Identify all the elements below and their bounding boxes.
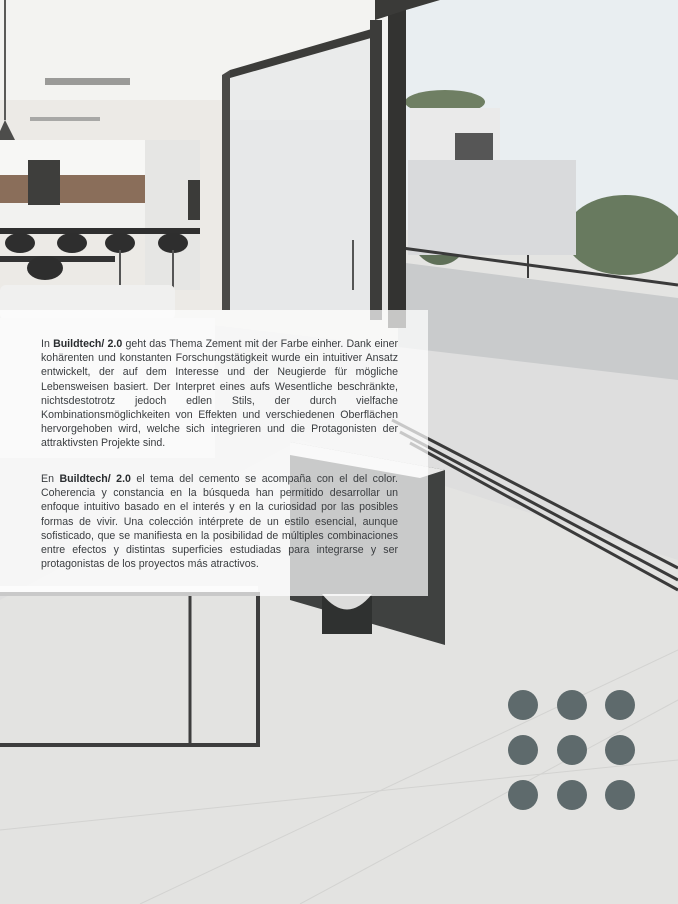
- dot-grid-icon: [508, 690, 636, 812]
- paragraph-spanish: [41, 472, 398, 571]
- dot: [557, 690, 587, 720]
- dot: [605, 690, 635, 720]
- brand-name: Buildtech/ 2.0: [53, 338, 123, 350]
- paragraph-prefix: En: [41, 473, 60, 485]
- dot: [508, 735, 538, 765]
- brand-name: Buildtech/ 2.0: [59, 473, 131, 485]
- paragraph-german: [41, 337, 398, 451]
- dot: [508, 690, 538, 720]
- dot: [508, 780, 538, 810]
- dot: [605, 780, 635, 810]
- paragraph-text: geht das Thema Zement mit der Farbe einher. Dank einer kohärenten und konstanten Forschungstätigkeit wurde ein intuitiver Ansatz entwickelt, der auf dem Interesse und der Neugierde für mögliche Lebensweisen basiert. Der Interpret eines aufs Wesentliche beschränkte, nichtsdestotrotz jedoch edlen Stils, der durch vielfache Kombinationsmöglichkeiten von Effekten und verschiedenen Oberflächen hervorgehoben wird, welche sich integrieren und die Protagonisten der attraktivsten Projekte sind.: [41, 338, 399, 450]
- paragraph-prefix: In: [41, 338, 54, 350]
- dot: [557, 735, 587, 765]
- dot: [557, 780, 587, 810]
- paragraph-text: el tema del cemento se acompaña con el del color. Coherencia y constancia en la búsqueda han permitido desarrollar un enfoque intuitivo basado en el interés y en la curiosidad por las posibles formas de vivir. Una colección intérprete de un estilo esencial, aunque sofisticado, que se manifiesta en la posibilidad de múltiples combinaciones entre efectos y distintas superficies estudiadas para integrarse y ser protagonistas de los proyectos más atractivos.: [41, 473, 399, 571]
- dot: [605, 735, 635, 765]
